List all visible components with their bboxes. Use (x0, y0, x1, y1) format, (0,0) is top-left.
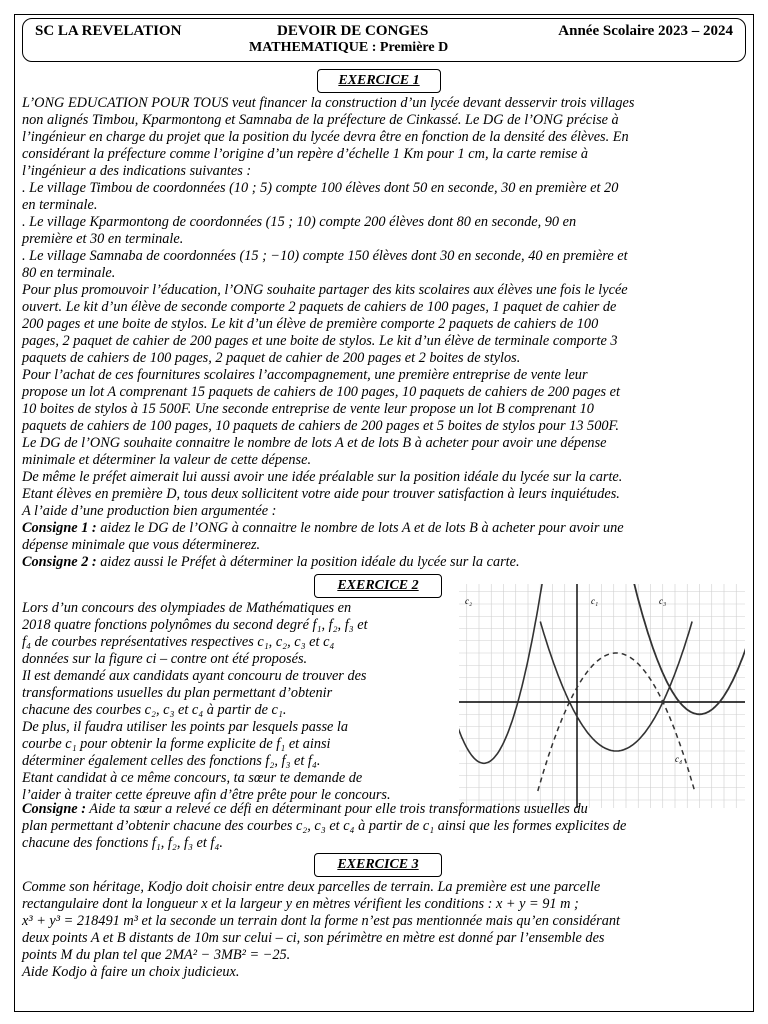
ex3-line-5: points M du plan tel que 2MA² − 3MB² = −25. (22, 947, 291, 963)
ex2-line-11: Etant candidat à ce même concours, ta sœur te demande de (22, 770, 363, 786)
exercise-2-consigne (22, 801, 750, 852)
ex1-line-4: considérant la préfecture comme l’origine d’un repère d’échelle 1 Km pour 1 cm, la carte remise à (22, 146, 589, 162)
ex1-line-10: . Le village Samnaba de coordonnées (15 ; −10) compte 150 élèves dont 30 en seconde, 40 en première et (22, 248, 628, 264)
ex1-line-12: Pour plus promouvoir l’éducation, l’ONG souhaite partager des kits scolaires aux élèves une fois le lycée (22, 282, 628, 298)
ex1-line-6: . Le village Timbou de coordonnées (10 ; 5) compte 100 élèves dont 50 en seconde, 30 en première et 20 (22, 180, 619, 196)
ex2-line-10: déterminer également celles des fonctions f₂, f₃ et f₄. (22, 753, 321, 769)
curve-c4 (538, 653, 695, 791)
exercise-2-heading: EXERCICE 2 (314, 574, 442, 598)
parabola-graph (459, 584, 745, 808)
consigne-2: Consigne 2 : aidez aussi le Préfet à déterminer la position idéale du lycée sur la carte. (22, 554, 520, 570)
consigne-1-label: Consigne 1 : (22, 520, 97, 536)
ex1-line-21: Le DG de l’ONG souhaite connaitre le nombre de lots A et de lots B à acheter pour avoir une dépense (22, 435, 607, 451)
ex3-line-4: deux points A et B distants de 10m sur celui – ci, son périmètre en mètre est donné par l’ensemble des (22, 930, 605, 946)
exercise-2-body (22, 600, 462, 804)
document-title: DEVOIR DE CONGES (277, 23, 429, 39)
ex1-line-25: A l’aide d’une production bien argumentée : (22, 503, 277, 519)
ex2-line-5: Il est demandé aux candidats ayant concouru de trouver des (22, 668, 367, 684)
ex1-line-5: l’ingénieur a des indications suivantes : (22, 163, 252, 179)
ex2-line-1: Lors d’un concours des olympiades de Mathématiques en (22, 600, 352, 616)
ex1-line-7: en terminale. (22, 197, 98, 213)
ex2-line-6: transformations usuelles du plan permettant d’obtenir (22, 685, 333, 701)
ex1-line-1: L’ONG EDUCATION POUR TOUS veut financer la construction d’un lycée devant desservir trois villages (22, 95, 635, 111)
ex1-line-9: première et 30 en terminale. (22, 231, 184, 247)
exercise-1-body (22, 95, 750, 571)
exercise-1-heading: EXERCICE 1 (317, 69, 441, 93)
ex1-line-11: 80 en terminale. (22, 265, 116, 281)
ex3-line-2: rectangulaire dont la longueur x et la largeur y en mètres vérifient les conditions : x + y = 91 m ; (22, 896, 579, 912)
ex3-line-1: Comme son héritage, Kodjo doit choisir entre deux parcelles de terrain. La première est une parcelle (22, 879, 601, 895)
exercise-3-heading: EXERCICE 3 (314, 853, 442, 877)
ex2-line-8: De plus, il faudra utiliser les points par lesquels passe la (22, 719, 349, 735)
school-year: Année Scolaire 2023 – 2024 (558, 23, 733, 39)
consigne-2-label: Consigne 2 : (22, 554, 97, 570)
ex2-consigne-line-2: plan permettant d’obtenir chacune des courbes c₂, c₃ et c₄ à partir de c₁ ainsi que les formes explicites de (22, 818, 627, 834)
curve-label-c4: c₄ (675, 754, 683, 764)
ex1-line-17: Pour l’achat de ces fournitures scolaires l’accompagnement, une première entreprise de vente leur (22, 367, 588, 383)
ex1-line-23: De même le préfet aimerait lui aussi avoir une idée préalable sur la position idéale du lycée sur la carte. (22, 469, 623, 485)
ex1-line-18: propose un lot A comprenant 15 paquets de cahiers de 100 pages, 10 paquets de cahiers de 200 pages et (22, 384, 621, 400)
ex1-line-16: paquets de cahiers de 100 pages, 2 paquet de cahier de 200 pages et 2 boites de stylos. (22, 350, 521, 366)
ex2-consigne-label: Consigne : (22, 801, 86, 817)
curve-label-c2: c₂ (465, 596, 473, 606)
ex1-line-13: ouvert. Le kit d’un élève de seconde comporte 2 paquets de cahiers de 100 pages, 1 paquet de cahier de (22, 299, 617, 315)
curve-label-c3: c₃ (659, 596, 667, 606)
ex1-line-3: l’ingénieur en charge du projet que la position du lycée devra être en fonction de la densité des élèves. En (22, 129, 629, 145)
ex1-line-22: minimale et déterminer la valeur de cette dépense. (22, 452, 312, 468)
header (22, 18, 746, 62)
ex1-line-2: non alignés Timbou, Kparmontong et Samnaba de la préfecture de Cinkassé. Le DG de l’ONG précise à (22, 112, 619, 128)
ex3-line-6: Aide Kodjo à faire un choix judicieux. (22, 964, 240, 980)
ex2-line-12: l’aider à traiter cette épreuve afin d’être prête pour le concours. (22, 787, 391, 803)
consigne-1: Consigne 1 : aidez le DG de l’ONG à connaitre le nombre de lots A et de lots B à acheter pour avoir une (22, 520, 624, 536)
ex1-line-19: 10 boites de stylos à 15 500F. Une seconde entreprise de vente leur propose un lot B comprenant 10 (22, 401, 594, 417)
subject-title: MATHEMATIQUE : Première D (249, 40, 449, 55)
ex2-line-9: courbe c₁ pour obtenir la forme explicite de f₁ et ainsi (22, 736, 331, 752)
ex2-consigne-line-1: Consigne : Aide ta sœur a relevé ce défi en déterminant pour elle trois transformations usuelles du (22, 801, 588, 817)
ex2-line-7: chacune des courbes c₂, c₃ et c₄ à partir de c₁. (22, 702, 287, 718)
ex1-line-15: pages, 2 paquet de cahier de 200 pages et une boite de stylos. Le kit d’un élève de terminale comporte 3 (22, 333, 618, 349)
ex1-line-24: Etant élèves en première D, tous deux sollicitent votre aide pour trouver satisfaction à leurs inquiétudes. (22, 486, 620, 502)
curve-label-c1: c₁ (591, 596, 599, 606)
ex2-line-3: f₄ de courbes représentatives respectives c₁, c₂, c₃ et c₄ (22, 634, 335, 650)
ex1-line-8: . Le village Kparmontong de coordonnées (15 ; 10) compte 200 élèves dont 80 en seconde, 90 en (22, 214, 577, 230)
curve-c2 (459, 584, 545, 763)
ex3-line-3: x³ + y³ = 218491 m³ et la seconde un terrain dont la forme n’est pas mentionnée mais qu’en considérant (22, 913, 620, 929)
ex1-line-14: 200 pages et une boite de stylos. Le kit d’un élève de première comporte 2 paquets de cahiers de 100 (22, 316, 599, 332)
exercise-3-body (22, 879, 750, 981)
consigne-1-continued: dépense minimale que vous déterminerez. (22, 537, 261, 553)
school-name: SC LA REVELATION (35, 23, 182, 39)
ex2-line-4: données sur la figure ci – contre ont été proposés. (22, 651, 308, 667)
ex2-line-2: 2018 quatre fonctions polynômes du second degré f₁, f₂, f₃ et (22, 617, 368, 633)
ex1-line-20: paquets de cahiers de 100 pages, 10 paquets de cahiers de 200 pages et 5 boites de stylos pour 13 500F. (22, 418, 619, 434)
ex2-consigne-line-3: chacune des fonctions f₁, f₂, f₃ et f₄. (22, 835, 223, 851)
